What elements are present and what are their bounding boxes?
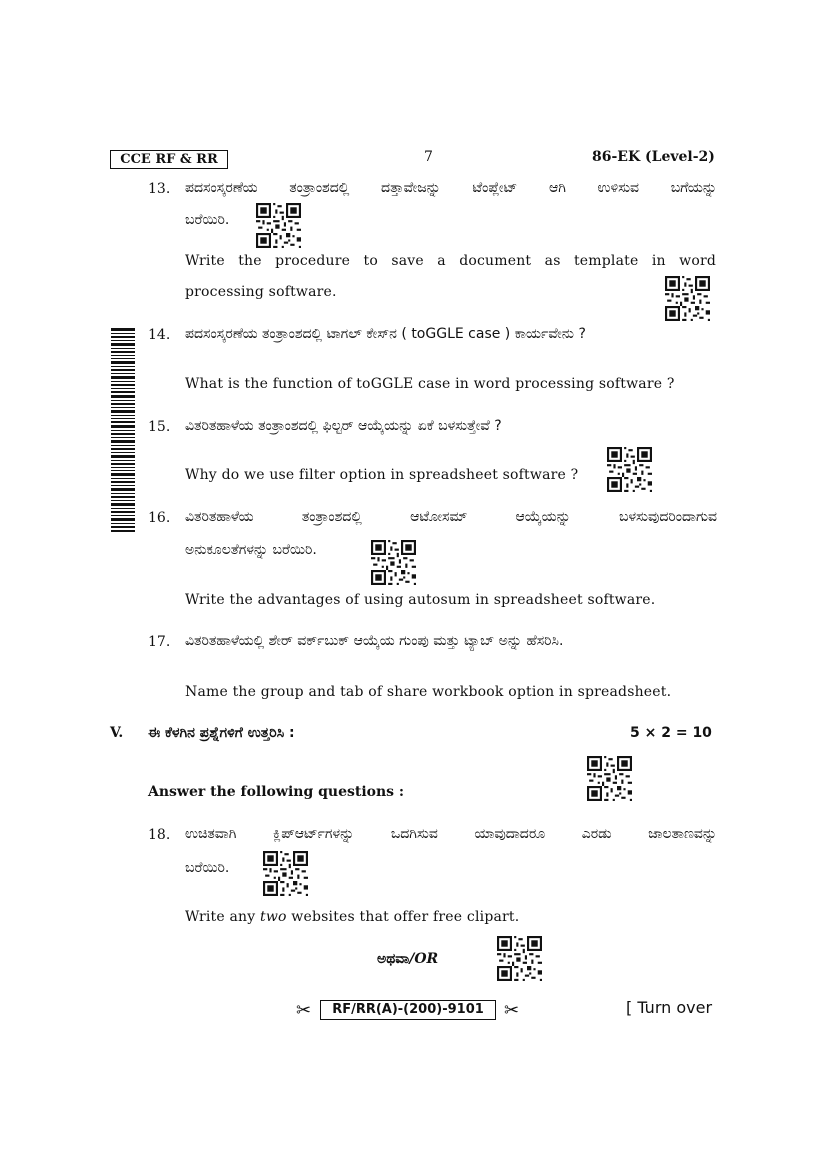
- qr-code-icon: [587, 756, 632, 801]
- qr-code-icon: [263, 851, 308, 896]
- exam-scheme-label: CCE RF & RR: [110, 150, 228, 169]
- question-16-english: Write the advantages of using autosum in spreadsheet software.: [185, 592, 656, 608]
- question-15-kannada: ವಿತರಿತಹಾಳೆಯ ತಂತ್ರಾಂಶದಲ್ಲಿ ಫಿಲ್ಟರ್ ಆಯ್ಕೆಯನ್ನು ಏಕೆ ಬಳಸುತ್ತೇವೆ ?: [185, 418, 502, 434]
- turn-over-label: [ Turn over: [626, 998, 713, 1017]
- barcode-icon: [111, 328, 135, 532]
- page-number: 7: [424, 149, 433, 165]
- question-15-number: 15.: [148, 419, 171, 435]
- qr-code-icon: [665, 276, 710, 321]
- question-13-kannada: ಪದಸಂಸ್ಕರಣೆಯ ತಂತ್ರಾಂಶದಲ್ಲಿ ದತ್ತಾವೇಜನ್ನು ಟೆಂಪ್ಲೇಟ್ ಆಗಿ ಉಳಿಸುವ ಬಗೆಯನ್ನು: [185, 180, 717, 196]
- section-title-kannada: ಈ ಕೆಳಗಿನ ಪ್ರಶ್ನೆಗಳಿಗೆ ಉತ್ತರಿಸಿ :: [148, 725, 295, 741]
- qr-code-icon: [607, 447, 652, 492]
- question-17-number: 17.: [148, 634, 171, 650]
- section-number: V.: [110, 725, 124, 741]
- or-separator: ಅಥವಾ/OR: [377, 951, 439, 967]
- ornament-icon: ✂: [504, 1000, 520, 1021]
- section-title-english: Answer the following questions :: [148, 784, 405, 800]
- ornament-icon: ✂: [296, 1000, 312, 1021]
- qr-code-icon: [256, 203, 301, 248]
- question-14-number: 14.: [148, 327, 171, 343]
- question-14-english: What is the function of toGGLE case in word processing software ?: [185, 376, 675, 392]
- section-marks: 5 × 2 = 10: [630, 725, 712, 741]
- qr-code-icon: [497, 936, 542, 981]
- question-15-english: Why do we use filter option in spreadsheet software ?: [185, 467, 579, 483]
- question-13-kannada-cont: ಬರೆಯಿರಿ.: [185, 212, 230, 228]
- question-17-kannada: ವಿತರಿತಹಾಳೆಯಲ್ಲಿ ಶೇರ್ ವರ್ಕ್‌ಬುಕ್ ಆಯ್ಕೆಯ ಗುಂಪು ಮತ್ತು ಟ್ಯಾಬ್ ಅನ್ನು ಹೆಸರಿಸಿ.: [185, 633, 564, 649]
- qr-code-icon: [371, 540, 416, 585]
- paper-code: 86-EK (Level-2): [592, 149, 715, 165]
- question-18-kannada-cont: ಬರೆಯಿರಿ.: [185, 860, 230, 876]
- question-18-number: 18.: [148, 827, 171, 843]
- question-16-kannada-cont: ಅನುಕೂಲತೆಗಳನ್ನು ಬರೆಯಿರಿ.: [185, 542, 317, 558]
- question-16-kannada: ವಿತರಿತಹಾಳೆಯ ತಂತ್ರಾಂಶದಲ್ಲಿ ಆಟೋಸಮ್ ಆಯ್ಕೆಯನ್ನು ಬಳಸುವುದರಿಂದಾಗುವ: [185, 509, 717, 525]
- question-16-number: 16.: [148, 510, 171, 526]
- question-14-kannada: ಪದಸಂಸ್ಕರಣೆಯ ತಂತ್ರಾಂಶದಲ್ಲಿ ಟಾಗಲ್ ಕೇಸ್‌ನ ( toGGLE case ) ಕಾರ್ಯವೇನು ?: [185, 326, 586, 342]
- question-18-kannada: ಉಚಿತವಾಗಿ ಕ್ಲಿಪ್‌ಆರ್ಟ್‌ಗಳನ್ನು ಒದಗಿಸುವ ಯಾವುದಾದರೂ ಎರಡು ಜಾಲತಾಣವನ್ನು: [185, 826, 717, 842]
- question-13-english: Write the procedure to save a document as template in word: [185, 253, 716, 269]
- question-18-english: Write any two websites that offer free clipart.: [185, 909, 520, 925]
- question-17-english: Name the group and tab of share workbook option in spreadsheet.: [185, 684, 672, 700]
- footer-code: RF/RR(A)-(200)-9101: [320, 1000, 496, 1020]
- question-13-number: 13.: [148, 181, 171, 197]
- question-13-english-cont: processing software.: [185, 284, 337, 300]
